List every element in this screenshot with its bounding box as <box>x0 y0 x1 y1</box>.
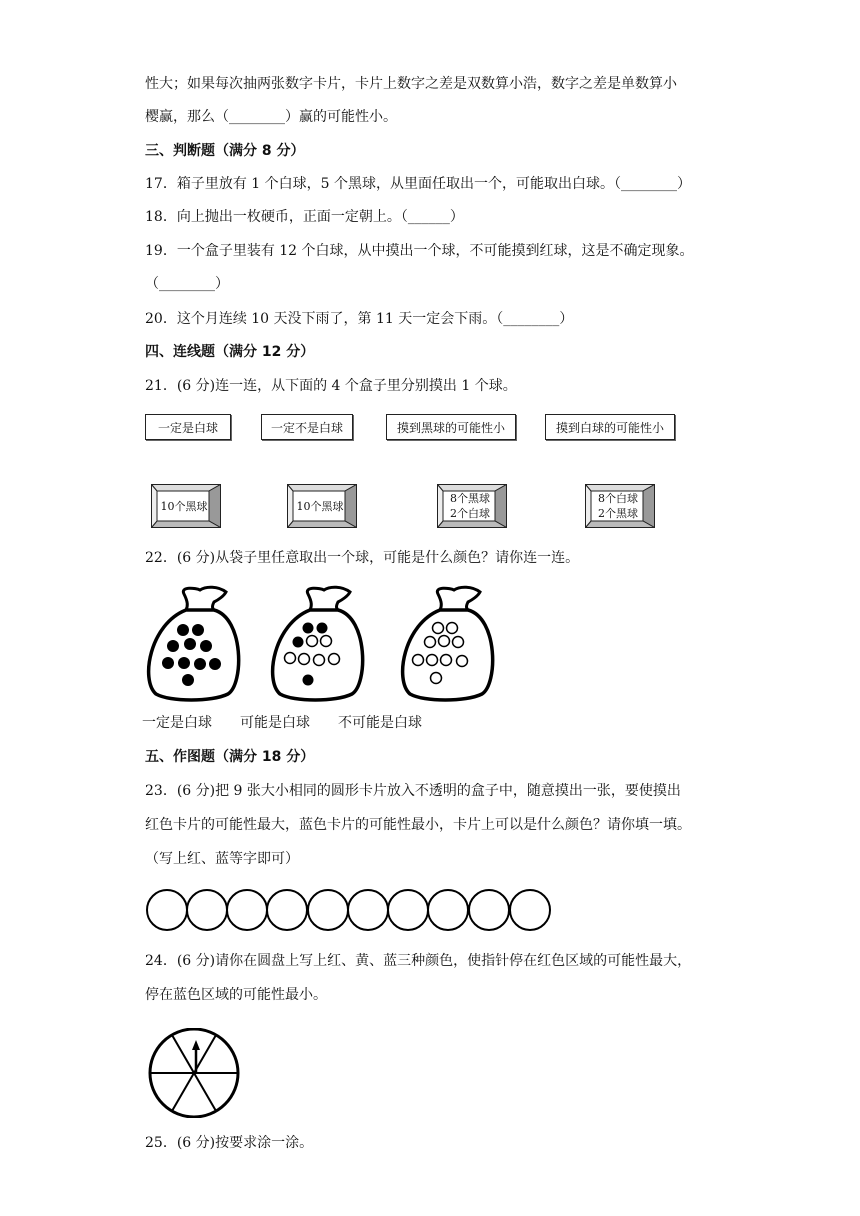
question-22: 22．(6 分)从袋子里任意取出一个球，可能是什么颜色？请你连一连。 <box>145 550 580 566</box>
q21-label-box: 一定是白球 <box>145 414 231 440</box>
q21-label-box: 一定不是白球 <box>261 414 353 440</box>
box-text-line: 8个黑球 <box>450 492 490 505</box>
question-19: 19．一个盒子里装有 12 个白球，从中摸出一个球，不可能摸到红球，这是不确定现象。 <box>145 243 694 259</box>
card-circle <box>428 890 468 930</box>
q21-ball-box <box>151 484 221 528</box>
question-23-line-2: 红色卡片的可能性最大，蓝色卡片的可能性最小，卡片上可以是什么颜色？请你填一填。 <box>145 817 691 833</box>
question-21: 21．(6 分)连一连，从下面的 4 个盒子里分别摸出 1 个球。 <box>145 378 517 394</box>
section-5-heading: 五、作图题（满分 18 分） <box>145 749 315 765</box>
question-17: 17．箱子里放有 1 个白球，5 个黑球，从里面任取出一个，可能取出白球。（________） <box>145 176 691 192</box>
card-circle <box>187 890 227 930</box>
box-text-line: 10个黑球 <box>296 499 344 513</box>
q21-ball-box <box>585 484 655 528</box>
q21-label-box: 摸到黑球的可能性小 <box>386 414 516 440</box>
card-circle <box>227 890 267 930</box>
card-circle <box>267 890 307 930</box>
question-19-blank: （________） <box>145 276 229 292</box>
question-20: 20．这个月连续 10 天没下雨了，第 11 天一定会下雨。（________） <box>145 311 574 327</box>
section-4-heading: 四、连线题（满分 12 分） <box>145 344 315 360</box>
box-text-line: 2个黑球 <box>598 507 638 520</box>
card-circle <box>469 890 509 930</box>
q21-ball-box <box>287 484 357 528</box>
section-3-heading: 三、判断题（满分 8 分） <box>145 143 305 159</box>
question-25: 25．(6 分)按要求涂一涂。 <box>145 1135 314 1151</box>
question-24-line-2: 停在蓝色区域的可能性最小。 <box>145 987 327 1003</box>
q21-ball-box <box>437 484 507 528</box>
spinner-disc <box>146 1028 242 1118</box>
question-23: 23．(6 分)把 9 张大小相同的圆形卡片放入不透明的盒子中，随意摸出一张，要使摸出 <box>145 783 681 799</box>
question-18: 18．向上抛出一枚硬币，正面一定朝上。（______） <box>145 209 464 225</box>
box-text-line: 10个黑球 <box>160 499 208 513</box>
card-circle <box>308 890 348 930</box>
bag-answer-labels: 一定是白球 可能是白球 不可能是白球 <box>142 715 422 731</box>
bag-icon <box>273 587 363 700</box>
text-line-1: 性大；如果每次抽两张数字卡片，卡片上数字之差是双数算小浩，数字之差是单数算小 <box>145 76 677 92</box>
bag-icon <box>149 587 239 700</box>
card-circle <box>388 890 428 930</box>
question-23-note: （写上红、蓝等字即可） <box>145 851 299 867</box>
card-circle <box>147 890 187 930</box>
ball-bags-figure <box>140 584 500 704</box>
box-text-line: 2个白球 <box>450 507 490 520</box>
bag-icon <box>403 587 493 700</box>
q21-label-box: 摸到白球的可能性小 <box>545 414 675 440</box>
question-24: 24．(6 分)请你在圆盘上写上红、黄、蓝三种颜色，使指针停在红色区域的可能性最大， <box>145 953 692 969</box>
card-circle <box>348 890 388 930</box>
card-circle <box>510 890 550 930</box>
box-text-line: 8个白球 <box>598 492 638 505</box>
text-line-2: 樱赢，那么（________）赢的可能性小。 <box>145 109 397 125</box>
card-circles <box>145 887 555 933</box>
